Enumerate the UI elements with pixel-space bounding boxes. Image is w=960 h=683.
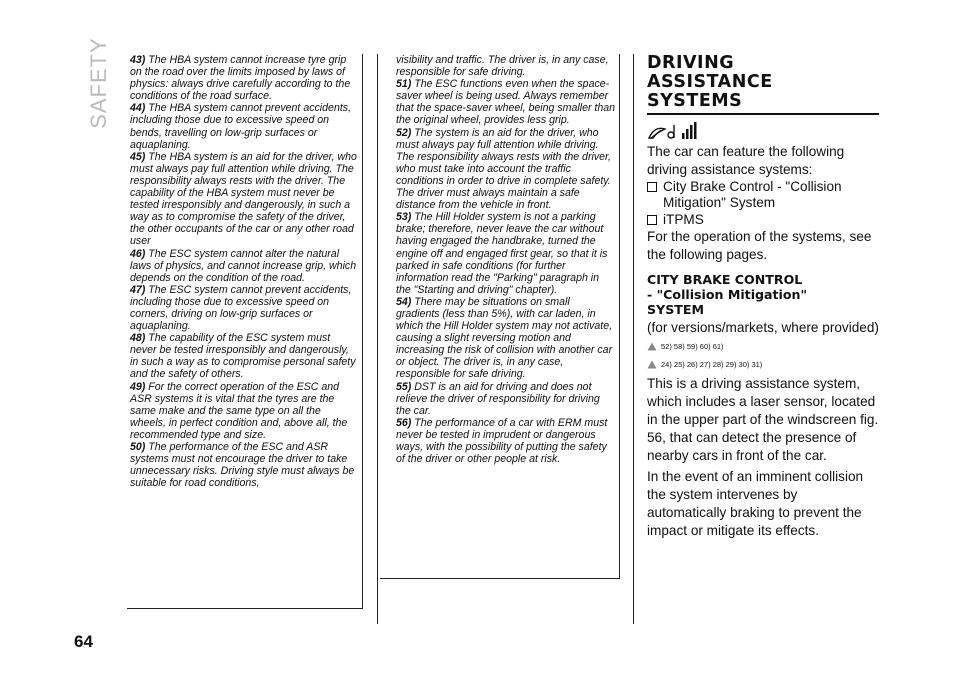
- warning-note: [130, 284, 359, 332]
- note-text: The system is an aid for the driver, who must always pay full attention while driving. The responsibility always rests with the driver, who must take into account the traffic conditions in order to drive in complete safety. The driver must always maintain a safe distance from the vehicle in front.: [396, 126, 611, 212]
- warning-note: [130, 151, 359, 248]
- notes-column-2: [380, 54, 620, 579]
- note-text: The capability of the ESC system must never be tested irresponsibly and dangerously, in such a way as to compromise personal safety and the safety of others.: [130, 332, 356, 381]
- warning-references: 52) 58) 59) 60) 61): [647, 338, 879, 354]
- subsection-heading: CITY BRAKE CONTROL - "Collision Mitigation" SYSTEM: [647, 271, 808, 317]
- note-text: The ESC system cannot prevent accidents, including those due to excessive speed on corners, driving on low-grip surfaces or aquaplaning.: [130, 283, 352, 333]
- list-item: City Brake Control - "Collision Mitigation" System: [647, 179, 879, 212]
- warning-note: [130, 441, 359, 489]
- note-number: 56): [396, 416, 412, 429]
- note-number: 50): [130, 441, 146, 453]
- note-text: The HBA system cannot increase tyre grip on the road over the limits imposed by laws of physics: always drive carefully according to the conditions of the road surface.: [130, 54, 351, 103]
- column-divider: [633, 54, 634, 624]
- note-text: The HBA system is an aid for the driver, who must always pay full attention while driving. The responsibility always rests with the driver. The capability of the HBA system must never be tested irresponsibly and dangerously, in such a way as to compromise the safety of the driver, the other occupants of the car or any other road user: [130, 150, 357, 248]
- note-number: 45): [130, 150, 146, 163]
- warning-note: [130, 54, 359, 102]
- continued-note-text: visibility and traffic. The driver is, in any case, responsible for safe driving.: [396, 54, 609, 79]
- list-item: iTPMS: [647, 212, 879, 229]
- note-text: The Hill Holder system is not a parking brake; therefore, never leave the car without having engaged the handbrake, turned the engine off and engaged first gear, so that it is parked in safe conditions (for further information read the "Parking" paragraph in the "Starting and driving" chapter).: [396, 211, 608, 296]
- warning-note: [396, 127, 616, 212]
- section-side-label: SAFETY: [86, 37, 111, 129]
- note-text: The performance of a car with ERM must never be tested in imprudent or dangerous ways, with the possibility of putting the safety of the driver or other people at risk.: [396, 416, 608, 466]
- bullet-box-icon: [647, 215, 657, 225]
- versions-note: (for versions/markets, where provided): [647, 319, 879, 335]
- heading-rule: [647, 113, 879, 115]
- column-divider: [377, 54, 378, 624]
- section-heading: DRIVING ASSISTANCE SYSTEMS: [647, 53, 773, 111]
- caution-triangle-icon: [647, 360, 657, 369]
- warning-note: [396, 381, 616, 417]
- signal-bars-icon: [681, 121, 699, 141]
- driving-assistance-section: [647, 54, 879, 540]
- note-number: 47): [130, 283, 146, 296]
- note-text: The ESC system cannot alter the natural laws of physics, and cannot increase grip, which depends on the condition of the road.: [130, 247, 357, 284]
- warning-note: [130, 102, 359, 150]
- warning-note: [396, 296, 616, 381]
- caution-references: 24) 25) 26) 27) 28) 29) 30) 31): [647, 356, 879, 372]
- page-number: 64: [74, 632, 93, 651]
- warning-note: [396, 211, 616, 296]
- after-list-text: For the operation of the systems, see the following pages.: [647, 229, 872, 262]
- note-number: 46): [130, 247, 146, 260]
- note-text: There may be situations on small gradients (less than 5%), with car laden, in which the Hill Holder system may not activate, causing a slight reversing motion and increasing the risk of collision with another car or object. The driver is, in any case, responsible for safe driving.: [396, 295, 613, 381]
- note-number: 43): [130, 54, 146, 66]
- note-number: 54): [396, 295, 412, 308]
- note-number: 49): [130, 380, 146, 393]
- intro-text: The car can feature the following driving assistance systems:: [647, 144, 845, 177]
- warning-triangle-icon: [647, 342, 657, 351]
- bullet-box-icon: [647, 182, 657, 192]
- version-icons: [647, 119, 879, 143]
- eco-leaf-icon: [647, 121, 681, 141]
- warning-note: [130, 248, 359, 284]
- note-text: For the correct operation of the ESC and ASR systems it is vital that the tyres are the same make and the same type on all the wheels, in perfect condition and, above all, the recommended type and size.: [130, 380, 348, 441]
- warning-note: [130, 381, 359, 441]
- warning-note: [396, 417, 616, 465]
- warning-note: [130, 332, 359, 380]
- note-number: 48): [130, 332, 146, 345]
- description-paragraph: In the event of an imminent collision the system intervenes by automatically braking to prevent the impact or mitigate its effects.: [647, 469, 864, 538]
- note-text: The performance of the ESC and ASR systems must not encourage the driver to take unnecessary risks. Driving style must always be suitable for road conditions,: [130, 441, 355, 490]
- notes-column-1: [127, 54, 363, 609]
- note-number: 55): [396, 380, 412, 393]
- note-text: The HBA system cannot prevent accidents, including those due to excessive speed on bends, travelling on low-grip surfaces or aquaplaning.: [130, 102, 352, 151]
- note-number: 52): [396, 126, 412, 139]
- note-text: The ESC functions even when the space-saver wheel is being used. Always remember that the space-saver wheel, being smaller than the original wheel, provides less grip.: [396, 78, 616, 127]
- description-paragraph: This is a driving assistance system, which includes a laser sensor, located in the upper part of the windscreen fig. 56, that can detect the presence of nearby cars in front of the car.: [647, 376, 879, 463]
- note-number: 53): [396, 211, 412, 224]
- warning-note: [396, 78, 616, 126]
- note-number: 51): [396, 78, 412, 91]
- note-text: DST is an aid for driving and does not relieve the driver of responsibility for driving the car.: [396, 380, 600, 417]
- note-number: 44): [130, 102, 146, 115]
